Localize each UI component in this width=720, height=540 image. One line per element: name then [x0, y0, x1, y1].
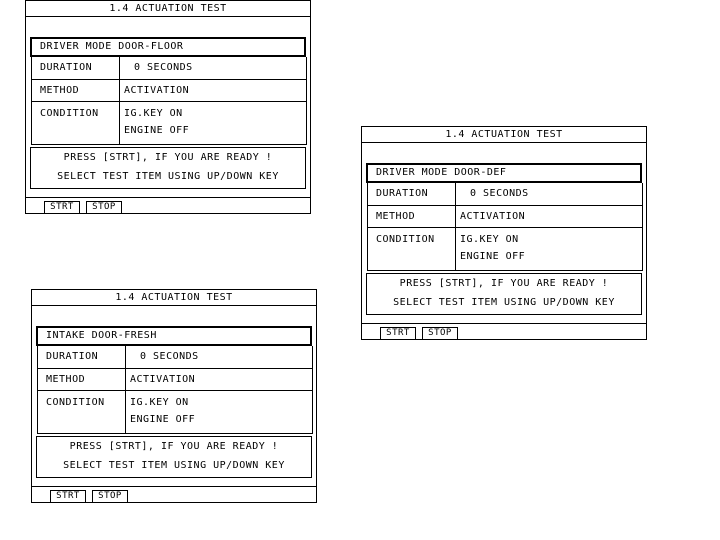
test-item-selector[interactable]: DRIVER MODE DOOR-DEF — [366, 163, 642, 183]
condition-row — [38, 391, 312, 433]
message-line-1: PRESS [STRT], IF YOU ARE READY ! — [399, 278, 609, 289]
screen-title: 1.4 ACTUATION TEST — [26, 1, 310, 17]
duration-label: DURATION — [32, 57, 120, 79]
test-info-table — [37, 346, 313, 434]
screen-title: 1.4 ACTUATION TEST — [362, 127, 646, 143]
scan-screen-door-def — [361, 126, 647, 340]
condition-line-1: IG.KEY ON — [124, 108, 183, 119]
method-value: ACTIVATION — [460, 211, 526, 222]
function-key-bar — [26, 197, 310, 215]
condition-label: CONDITION — [32, 102, 120, 144]
instruction-message — [366, 273, 642, 315]
method-value: ACTIVATION — [124, 85, 190, 96]
test-info-table — [31, 57, 307, 145]
message-line-2: SELECT TEST ITEM USING UP/DOWN KEY — [57, 171, 279, 182]
message-line-1: PRESS [STRT], IF YOU ARE READY ! — [63, 152, 273, 163]
scan-screen-intake-fresh — [31, 289, 317, 503]
condition-row — [32, 102, 306, 144]
method-row — [32, 80, 306, 102]
strt-button[interactable]: STRT — [50, 490, 86, 503]
message-line-1: PRESS [STRT], IF YOU ARE READY ! — [69, 441, 279, 452]
condition-line-1: IG.KEY ON — [460, 234, 519, 245]
stop-button[interactable]: STOP — [86, 201, 122, 214]
condition-label: CONDITION — [38, 391, 126, 433]
method-row — [38, 369, 312, 391]
function-key-bar — [362, 323, 646, 341]
instruction-message — [30, 147, 306, 189]
screen-title: 1.4 ACTUATION TEST — [32, 290, 316, 306]
test-item-selector[interactable]: DRIVER MODE DOOR-FLOOR — [30, 37, 306, 57]
condition-line-2: ENGINE OFF — [130, 414, 196, 425]
duration-label: DURATION — [368, 183, 456, 205]
stop-button[interactable]: STOP — [422, 327, 458, 340]
stop-button[interactable]: STOP — [92, 490, 128, 503]
message-line-2: SELECT TEST ITEM USING UP/DOWN KEY — [63, 460, 285, 471]
duration-value: 0 SECONDS — [134, 62, 193, 73]
duration-value: 0 SECONDS — [140, 351, 199, 362]
duration-value: 0 SECONDS — [470, 188, 529, 199]
method-value: ACTIVATION — [130, 374, 196, 385]
test-info-table — [367, 183, 643, 271]
method-label: METHOD — [368, 206, 456, 227]
condition-line-1: IG.KEY ON — [130, 397, 189, 408]
condition-row — [368, 228, 642, 270]
strt-button[interactable]: STRT — [380, 327, 416, 340]
function-key-bar — [32, 486, 316, 504]
message-line-2: SELECT TEST ITEM USING UP/DOWN KEY — [393, 297, 615, 308]
instruction-message — [36, 436, 312, 478]
condition-line-2: ENGINE OFF — [124, 125, 190, 136]
condition-label: CONDITION — [368, 228, 456, 270]
scan-screen-door-floor — [25, 0, 311, 214]
duration-label: DURATION — [38, 346, 126, 368]
condition-line-2: ENGINE OFF — [460, 251, 526, 262]
duration-row — [32, 57, 306, 80]
test-item-selector[interactable]: INTAKE DOOR-FRESH — [36, 326, 312, 346]
strt-button[interactable]: STRT — [44, 201, 80, 214]
method-label: METHOD — [38, 369, 126, 390]
duration-row — [38, 346, 312, 369]
method-label: METHOD — [32, 80, 120, 101]
duration-row — [368, 183, 642, 206]
method-row — [368, 206, 642, 228]
